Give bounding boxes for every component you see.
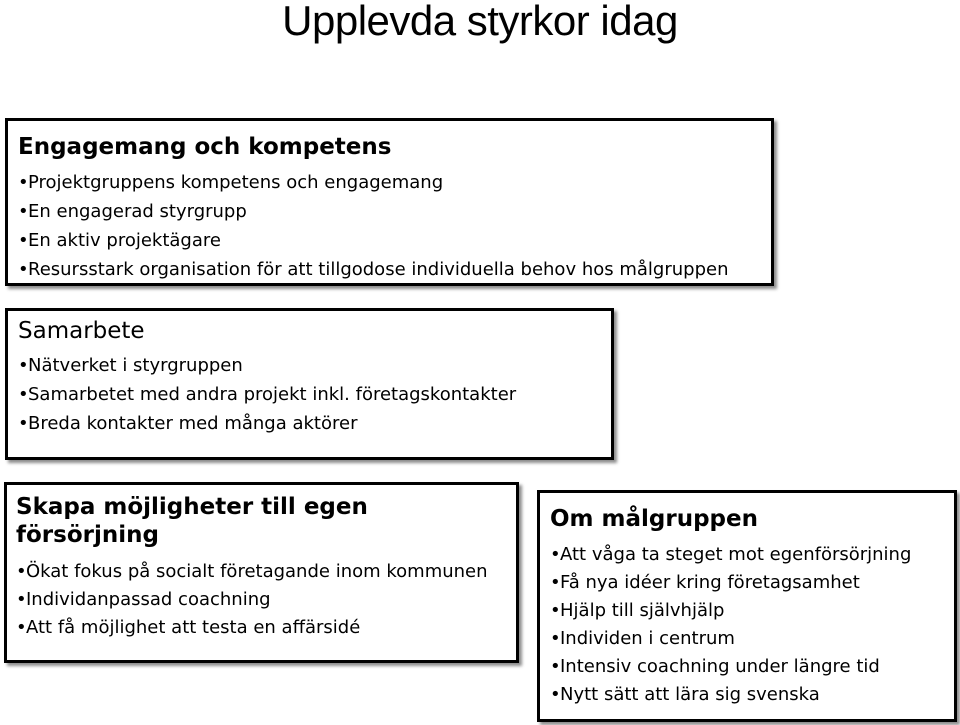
bullet-list [18, 168, 771, 284]
list-item: • Samarbetet med andra projekt inkl. företagskontakter [18, 380, 611, 409]
box-heading: Skapa möjligheter till egen försörjning [16, 494, 368, 548]
bullet-list [16, 558, 516, 642]
box-heading: Engagemang och kompetens [18, 134, 392, 160]
list-item: • Individen i centrum [550, 625, 954, 653]
list-item: • Nätverket i styrgruppen [18, 351, 611, 380]
list-item: • Ökat fokus på socialt företagande inom kommunen [16, 558, 516, 586]
list-item: • Hjälp till självhjälp [550, 597, 954, 625]
list-item: • Intensiv coachning under längre tid [550, 653, 954, 681]
self-sufficiency-box [4, 482, 519, 663]
list-item: • Få nya idéer kring företagsamhet [550, 569, 954, 597]
list-item: • Att få möjlighet att testa en affärsidé [16, 614, 516, 642]
box-heading: Om målgruppen [550, 506, 758, 532]
cooperation-box [5, 308, 614, 460]
engagement-competence-box [5, 118, 774, 286]
list-item: • En engagerad styrgrupp [18, 197, 771, 226]
list-item: • Resursstark organisation för att tillgodose individuella behov hos målgruppen [18, 255, 771, 284]
target-group-box [537, 490, 957, 722]
bullet-list [18, 351, 611, 438]
bullet-list [550, 541, 954, 709]
slide-title: Upplevda styrkor idag [282, 0, 678, 44]
list-item: • Projektgruppens kompetens och engagemang [18, 168, 771, 197]
list-item: • En aktiv projektägare [18, 226, 771, 255]
list-item: • Att våga ta steget mot egenförsörjning [550, 541, 954, 569]
list-item: • Individanpassad coachning [16, 586, 516, 614]
box-heading: Samarbete [18, 318, 145, 344]
list-item: • Nytt sätt att lära sig svenska [550, 681, 954, 709]
list-item: • Breda kontakter med många aktörer [18, 409, 611, 438]
